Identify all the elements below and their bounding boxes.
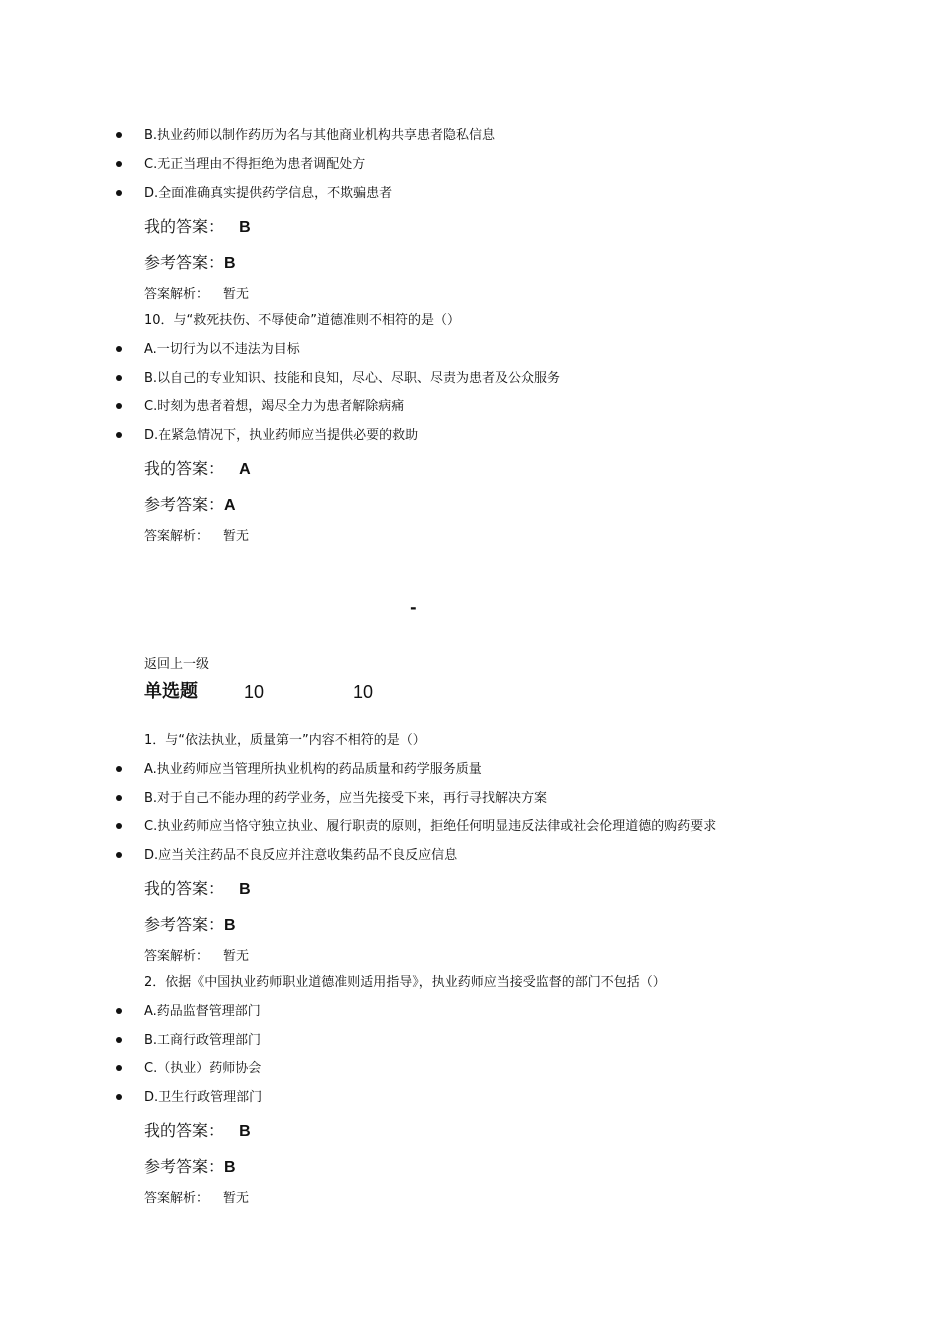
reference-answer: 参考答案：B bbox=[144, 1157, 236, 1176]
answer-explanation: 答案解析： 暂无 bbox=[144, 529, 250, 544]
option-c: C.执业药师应当恪守独立执业、履行职责的原则，拒绝任何明显违反法律或社会伦理道德的购药要求 bbox=[144, 819, 717, 834]
section-count: 10 bbox=[244, 682, 265, 702]
my-answer-value: B bbox=[239, 881, 251, 898]
question-10: 10．与“救死扶伤、不辱使命”道德准则不相符的是（） bbox=[144, 313, 461, 328]
bullet-icon bbox=[116, 346, 122, 352]
reference-answer: 参考答案：A bbox=[144, 495, 236, 514]
reference-answer: 参考答案：B bbox=[144, 915, 236, 934]
answer-explanation: 答案解析： 暂无 bbox=[144, 949, 250, 964]
bullet-icon bbox=[116, 161, 122, 167]
question-2: 2．依据《中国执业药师职业道德准则适用指导》，执业药师应当接受监督的部门不包括（） bbox=[144, 975, 666, 990]
bullet-icon bbox=[116, 1008, 122, 1014]
option-a: A.药品监督管理部门 bbox=[144, 1004, 261, 1019]
reference-answer-value: B bbox=[224, 917, 236, 934]
option-c: C.无正当理由不得拒绝为患者调配处方 bbox=[144, 157, 366, 172]
section-header bbox=[144, 680, 374, 704]
option-c: C.时刻为患者着想，竭尽全力为患者解除病痛 bbox=[144, 399, 405, 414]
option-a: A.执业药师应当管理所执业机构的药品质量和药学服务质量 bbox=[144, 762, 482, 777]
my-answer: 我的答案： B bbox=[144, 1121, 251, 1140]
bullet-icon bbox=[116, 1065, 122, 1071]
reference-answer: 参考答案：B bbox=[144, 253, 236, 272]
my-answer: 我的答案： B bbox=[144, 217, 251, 236]
my-answer-value: B bbox=[239, 219, 251, 236]
option-d: D.全面准确真实提供药学信息，不欺骗患者 bbox=[144, 186, 393, 201]
reference-answer-value: B bbox=[224, 255, 236, 272]
option-b: B.工商行政管理部门 bbox=[144, 1033, 262, 1048]
answer-explanation: 答案解析： 暂无 bbox=[144, 287, 250, 302]
bullet-icon bbox=[116, 403, 122, 409]
bullet-icon bbox=[116, 132, 122, 138]
option-b: B.执业药师以制作药历为名与其他商业机构共享患者隐私信息 bbox=[144, 128, 496, 143]
question-1: 1．与“依法执业，质量第一”内容不相符的是（） bbox=[144, 733, 426, 748]
reference-answer-value: B bbox=[224, 1159, 236, 1176]
answer-explanation: 答案解析： 暂无 bbox=[144, 1191, 250, 1206]
bullet-icon bbox=[116, 190, 122, 196]
bullet-icon bbox=[116, 823, 122, 829]
option-c: C.（执业）药师协会 bbox=[144, 1061, 262, 1076]
bullet-icon bbox=[116, 375, 122, 381]
page-separator: - bbox=[410, 598, 417, 617]
section-score: 10 bbox=[353, 682, 374, 702]
section-title: 单选题 bbox=[144, 681, 198, 702]
my-answer-value: B bbox=[239, 1123, 251, 1140]
option-d: D.应当关注药品不良反应并注意收集药品不良反应信息 bbox=[144, 848, 458, 863]
bullet-icon bbox=[116, 766, 122, 772]
option-a: A.一切行为以不违法为目标 bbox=[144, 342, 300, 357]
option-b: B.以自己的专业知识、技能和良知，尽心、尽职、尽责为患者及公众服务 bbox=[144, 371, 561, 386]
option-d: D.在紧急情况下，执业药师应当提供必要的救助 bbox=[144, 428, 419, 443]
bullet-icon bbox=[116, 1094, 122, 1100]
my-answer: 我的答案： B bbox=[144, 879, 251, 898]
bullet-icon bbox=[116, 432, 122, 438]
back-link[interactable]: 返回上一级 bbox=[144, 657, 210, 672]
bullet-icon bbox=[116, 1037, 122, 1043]
my-answer-value: A bbox=[239, 461, 251, 478]
my-answer: 我的答案： A bbox=[144, 459, 251, 478]
option-d: D.卫生行政管理部门 bbox=[144, 1090, 263, 1105]
bullet-icon bbox=[116, 795, 122, 801]
option-b: B.对于自己不能办理的药学业务，应当先接受下来，再行寻找解决方案 bbox=[144, 791, 548, 806]
reference-answer-value: A bbox=[224, 497, 236, 514]
bullet-icon bbox=[116, 852, 122, 858]
